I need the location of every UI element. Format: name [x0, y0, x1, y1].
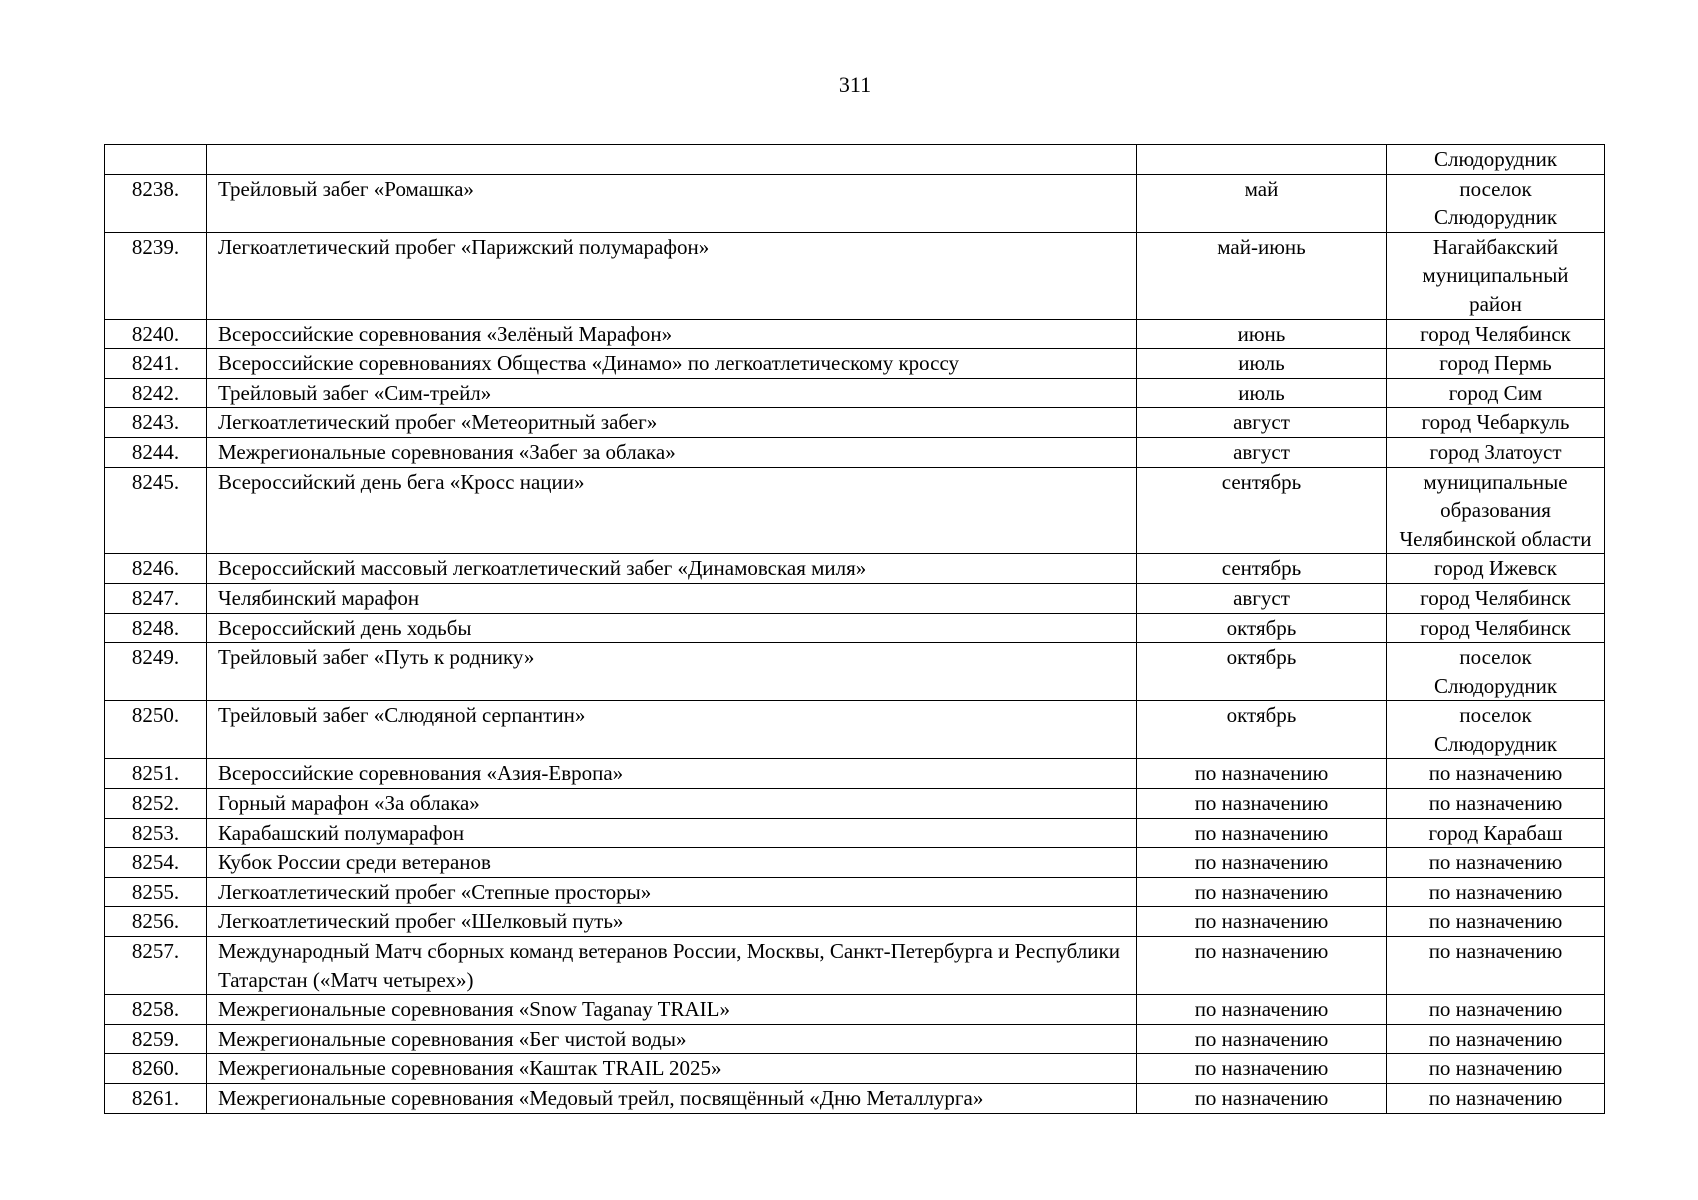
- event-place: по назначению: [1428, 997, 1563, 1022]
- event-place-cell: [1387, 378, 1605, 408]
- row-number: 8255.: [131, 879, 180, 904]
- event-date: сентябрь: [1221, 556, 1302, 581]
- event-name-cell: [207, 554, 1137, 584]
- event-place: по назначению: [1428, 1056, 1563, 1081]
- event-date-cell: [1137, 467, 1387, 554]
- table-row: [105, 349, 1605, 379]
- event-place: город Челябинск: [1420, 321, 1571, 346]
- table-row: [105, 701, 1605, 759]
- event-place: город Златоуст: [1429, 439, 1562, 464]
- table-row: [105, 232, 1605, 319]
- event-place: муниципальные образования Челябинской области: [1399, 469, 1592, 551]
- event-date-cell: [1137, 848, 1387, 878]
- row-number-cell: [105, 232, 207, 319]
- event-name: Легкоатлетический пробег «Парижский полумарафон»: [218, 234, 710, 259]
- row-number-cell: [105, 408, 207, 438]
- event-name: Челябинский марафон: [218, 585, 420, 610]
- event-place-cell: [1387, 613, 1605, 643]
- row-number-cell: [105, 1054, 207, 1084]
- event-name-cell: [207, 937, 1137, 995]
- table-row: [105, 1054, 1605, 1084]
- event-place-cell: [1387, 467, 1605, 554]
- table-row: [105, 818, 1605, 848]
- event-date: октябрь: [1226, 703, 1297, 728]
- event-date-cell: [1137, 408, 1387, 438]
- event-date-cell: [1137, 643, 1387, 701]
- row-number: 8258.: [131, 997, 180, 1022]
- table-row: [105, 408, 1605, 438]
- event-date: по назначению: [1194, 1026, 1329, 1051]
- event-place-cell: [1387, 437, 1605, 467]
- event-place-cell: [1387, 232, 1605, 319]
- event-date: август: [1233, 585, 1290, 610]
- event-name: Легкоатлетический пробег «Шелковый путь»: [218, 909, 624, 934]
- row-number: 8238.: [131, 176, 180, 201]
- event-date-cell: [1137, 554, 1387, 584]
- event-date: по назначению: [1194, 791, 1329, 816]
- event-name-cell: [207, 701, 1137, 759]
- table-row: [105, 613, 1605, 643]
- row-number-cell: [105, 554, 207, 584]
- event-place-cell: [1387, 701, 1605, 759]
- table-row: [105, 937, 1605, 995]
- event-date: по назначению: [1194, 850, 1329, 875]
- event-name-cell: [207, 378, 1137, 408]
- event-place: город Чебаркуль: [1421, 410, 1570, 435]
- event-date: июль: [1238, 351, 1285, 376]
- event-place: по назначению: [1428, 761, 1563, 786]
- event-name: Межрегиональные соревнования «Snow Taganay TRAIL»: [218, 997, 730, 1022]
- event-name-cell: [207, 583, 1137, 613]
- event-date: июль: [1238, 380, 1285, 405]
- row-number: 8242.: [131, 380, 180, 405]
- event-date-cell: [1137, 349, 1387, 379]
- row-number: 8259.: [131, 1026, 180, 1051]
- event-name-cell: [207, 789, 1137, 819]
- event-name-cell: [207, 467, 1137, 554]
- event-name: Всероссийские соревнованиях Общества «Динамо» по легкоатлетическому кроссу: [218, 351, 960, 376]
- row-number-cell: [105, 583, 207, 613]
- event-place: Нагайбакский муниципальный район: [1422, 234, 1569, 316]
- event-name: Международный Матч сборных команд ветеранов России, Москвы, Санкт-Петербурга и Республики Татарстан («Матч четырех»): [218, 939, 1120, 992]
- table-row: [105, 378, 1605, 408]
- event-place-cell: [1387, 643, 1605, 701]
- event-place-cell: [1387, 554, 1605, 584]
- events-table-body: [105, 145, 1605, 1114]
- table-row: [105, 319, 1605, 349]
- row-number: 8241.: [131, 351, 180, 376]
- event-name: Трейловый забег «Сим-трейл»: [218, 380, 492, 405]
- row-number-cell: [105, 1084, 207, 1114]
- event-name-cell: [207, 1024, 1137, 1054]
- page-number: 311: [838, 72, 872, 97]
- event-name-cell: [207, 907, 1137, 937]
- table-row: [105, 848, 1605, 878]
- event-name: Всероссийские соревнования «Зелёный Марафон»: [218, 321, 673, 346]
- row-number: 8254.: [131, 850, 180, 875]
- event-date-cell: [1137, 232, 1387, 319]
- event-place-cell: [1387, 937, 1605, 995]
- row-number-cell: [105, 174, 207, 232]
- event-place: по назначению: [1428, 879, 1563, 904]
- row-number-cell: [105, 907, 207, 937]
- table-row: [105, 995, 1605, 1025]
- event-name-cell: [207, 319, 1137, 349]
- row-number: 8245.: [131, 469, 180, 494]
- event-place-cell: [1387, 877, 1605, 907]
- events-table: [104, 144, 1605, 1114]
- event-place: город Сим: [1448, 380, 1543, 405]
- event-name-cell: [207, 643, 1137, 701]
- event-date-cell: [1137, 877, 1387, 907]
- table-row: [105, 174, 1605, 232]
- event-place-cell: [1387, 907, 1605, 937]
- table-row: [105, 467, 1605, 554]
- event-date: октябрь: [1226, 615, 1297, 640]
- row-number: 8261.: [131, 1086, 180, 1110]
- event-date-cell: [1137, 378, 1387, 408]
- event-place-cell: [1387, 759, 1605, 789]
- event-place: по назначению: [1428, 850, 1563, 875]
- row-number: 8250.: [131, 703, 180, 728]
- event-name-cell: [207, 174, 1137, 232]
- table-row: [105, 877, 1605, 907]
- event-place: по назначению: [1428, 1026, 1563, 1051]
- row-number-cell: [105, 319, 207, 349]
- event-date-cell: [1137, 701, 1387, 759]
- event-place-cell: [1387, 145, 1605, 175]
- row-number-cell: [105, 613, 207, 643]
- row-number-cell: [105, 818, 207, 848]
- event-name: Межрегиональные соревнования «Каштак TRAIL 2025»: [218, 1056, 722, 1081]
- row-number: 8260.: [131, 1056, 180, 1081]
- event-date-cell: [1137, 319, 1387, 349]
- row-number-cell: [105, 643, 207, 701]
- row-number-cell: [105, 437, 207, 467]
- row-number: 8243.: [131, 410, 180, 435]
- event-date-cell: [1137, 1024, 1387, 1054]
- table-row: [105, 907, 1605, 937]
- table-row: [105, 789, 1605, 819]
- event-date-cell: [1137, 437, 1387, 467]
- row-number: 8252.: [131, 791, 180, 816]
- row-number: 8239.: [131, 234, 180, 259]
- row-number-cell: [105, 1024, 207, 1054]
- event-date: по назначению: [1194, 879, 1329, 904]
- row-number: 8247.: [131, 585, 180, 610]
- event-place: город Карабаш: [1428, 820, 1563, 845]
- row-number-cell: [105, 145, 207, 175]
- table-row: [105, 1084, 1605, 1114]
- event-name-cell: [207, 848, 1137, 878]
- event-place: поселок Слюдорудник: [1433, 645, 1558, 698]
- event-name: Легкоатлетический пробег «Метеоритный забег»: [218, 410, 658, 435]
- event-name: Межрегиональные соревнования «Бег чистой воды»: [218, 1026, 687, 1051]
- event-name-cell: [207, 1084, 1137, 1114]
- event-name: Горный марафон «За облака»: [218, 791, 480, 816]
- event-name: Всероссийские соревнования «Азия-Европа»: [218, 761, 624, 786]
- row-number: 8244.: [131, 439, 180, 464]
- table-row: [105, 643, 1605, 701]
- event-date: по назначению: [1194, 909, 1329, 934]
- event-place-cell: [1387, 319, 1605, 349]
- event-date-cell: [1137, 818, 1387, 848]
- row-number: 8256.: [131, 909, 180, 934]
- event-date-cell: [1137, 583, 1387, 613]
- event-place: поселок Слюдорудник: [1433, 703, 1558, 756]
- event-name-cell: [207, 437, 1137, 467]
- event-date-cell: [1137, 789, 1387, 819]
- row-number: 8257.: [131, 939, 180, 964]
- event-date: по назначению: [1194, 1056, 1329, 1081]
- row-number-cell: [105, 701, 207, 759]
- event-place: город Пермь: [1439, 351, 1552, 376]
- event-place-cell: [1387, 789, 1605, 819]
- row-number: 8240.: [131, 321, 180, 346]
- event-place: город Ижевск: [1434, 556, 1557, 581]
- event-name-cell: [207, 145, 1137, 175]
- event-date: май-июнь: [1217, 234, 1306, 259]
- event-name: Трейловый забег «Слюдяной серпантин»: [218, 703, 586, 728]
- event-place-cell: [1387, 408, 1605, 438]
- event-name: Трейловый забег «Путь к роднику»: [218, 645, 535, 670]
- event-date: по назначению: [1194, 761, 1329, 786]
- event-date: август: [1233, 439, 1290, 464]
- event-name-cell: [207, 877, 1137, 907]
- row-number-cell: [105, 848, 207, 878]
- row-number: 8246.: [131, 556, 180, 581]
- event-place: по назначению: [1428, 1086, 1563, 1110]
- event-place-cell: [1387, 1054, 1605, 1084]
- event-name: Легкоатлетический пробег «Степные просторы»: [218, 879, 652, 904]
- row-number-cell: [105, 937, 207, 995]
- event-date: октябрь: [1226, 645, 1297, 670]
- event-name-cell: [207, 1054, 1137, 1084]
- event-place-cell: [1387, 583, 1605, 613]
- event-date: август: [1233, 410, 1290, 435]
- event-name-cell: [207, 232, 1137, 319]
- table-row: [105, 145, 1605, 175]
- event-date: июнь: [1237, 321, 1286, 346]
- event-name-cell: [207, 349, 1137, 379]
- event-place: по назначению: [1428, 791, 1563, 816]
- event-place: Слюдорудник: [1433, 147, 1558, 171]
- event-date-cell: [1137, 1084, 1387, 1114]
- event-place: по назначению: [1428, 909, 1563, 934]
- event-date: май: [1244, 176, 1279, 201]
- event-date-cell: [1137, 613, 1387, 643]
- event-name: Всероссийский массовый легкоатлетический забег «Динамовская миля»: [218, 556, 867, 581]
- row-number-cell: [105, 759, 207, 789]
- event-date-cell: [1137, 174, 1387, 232]
- event-date-cell: [1137, 995, 1387, 1025]
- event-name: Всероссийский день ходьбы: [218, 615, 472, 640]
- event-name: Всероссийский день бега «Кросс нации»: [218, 469, 585, 494]
- row-number-cell: [105, 877, 207, 907]
- event-place: по назначению: [1428, 939, 1563, 964]
- event-name: Кубок России среди ветеранов: [218, 850, 491, 875]
- event-name-cell: [207, 995, 1137, 1025]
- row-number: 8248.: [131, 615, 180, 640]
- event-date-cell: [1137, 937, 1387, 995]
- event-name: Трейловый забег «Ромашка»: [218, 176, 474, 201]
- row-number-cell: [105, 349, 207, 379]
- event-name-cell: [207, 818, 1137, 848]
- event-place-cell: [1387, 174, 1605, 232]
- table-row: [105, 759, 1605, 789]
- event-name: Карабашский полумарафон: [218, 820, 465, 845]
- row-number-cell: [105, 995, 207, 1025]
- row-number: 8251.: [131, 761, 180, 786]
- event-name: Межрегиональные соревнования «Медовый трейл, посвящённый «Дню Металлурга»: [218, 1086, 984, 1110]
- event-name-cell: [207, 408, 1137, 438]
- row-number-cell: [105, 467, 207, 554]
- event-date-cell: [1137, 759, 1387, 789]
- event-date-cell: [1137, 907, 1387, 937]
- event-place-cell: [1387, 818, 1605, 848]
- event-place: город Челябинск: [1420, 585, 1571, 610]
- event-name-cell: [207, 759, 1137, 789]
- row-number: 8253.: [131, 820, 180, 845]
- row-number: 8249.: [131, 645, 180, 670]
- event-place-cell: [1387, 1084, 1605, 1114]
- event-place-cell: [1387, 848, 1605, 878]
- row-number-cell: [105, 378, 207, 408]
- event-place-cell: [1387, 1024, 1605, 1054]
- event-date: по назначению: [1194, 820, 1329, 845]
- event-place: поселок Слюдорудник: [1433, 176, 1558, 230]
- event-name: Межрегиональные соревнования «Забег за облака»: [218, 439, 676, 464]
- event-date: по назначению: [1194, 1086, 1329, 1110]
- table-row: [105, 1024, 1605, 1054]
- event-date: по назначению: [1194, 997, 1329, 1022]
- event-date-cell: [1137, 145, 1387, 175]
- table-row: [105, 437, 1605, 467]
- table-row: [105, 583, 1605, 613]
- event-name-cell: [207, 613, 1137, 643]
- row-number-cell: [105, 789, 207, 819]
- event-place: город Челябинск: [1420, 615, 1571, 640]
- event-place-cell: [1387, 349, 1605, 379]
- event-date: сентябрь: [1221, 469, 1302, 494]
- event-date: по назначению: [1194, 939, 1329, 964]
- event-date-cell: [1137, 1054, 1387, 1084]
- event-place-cell: [1387, 995, 1605, 1025]
- table-row: [105, 554, 1605, 584]
